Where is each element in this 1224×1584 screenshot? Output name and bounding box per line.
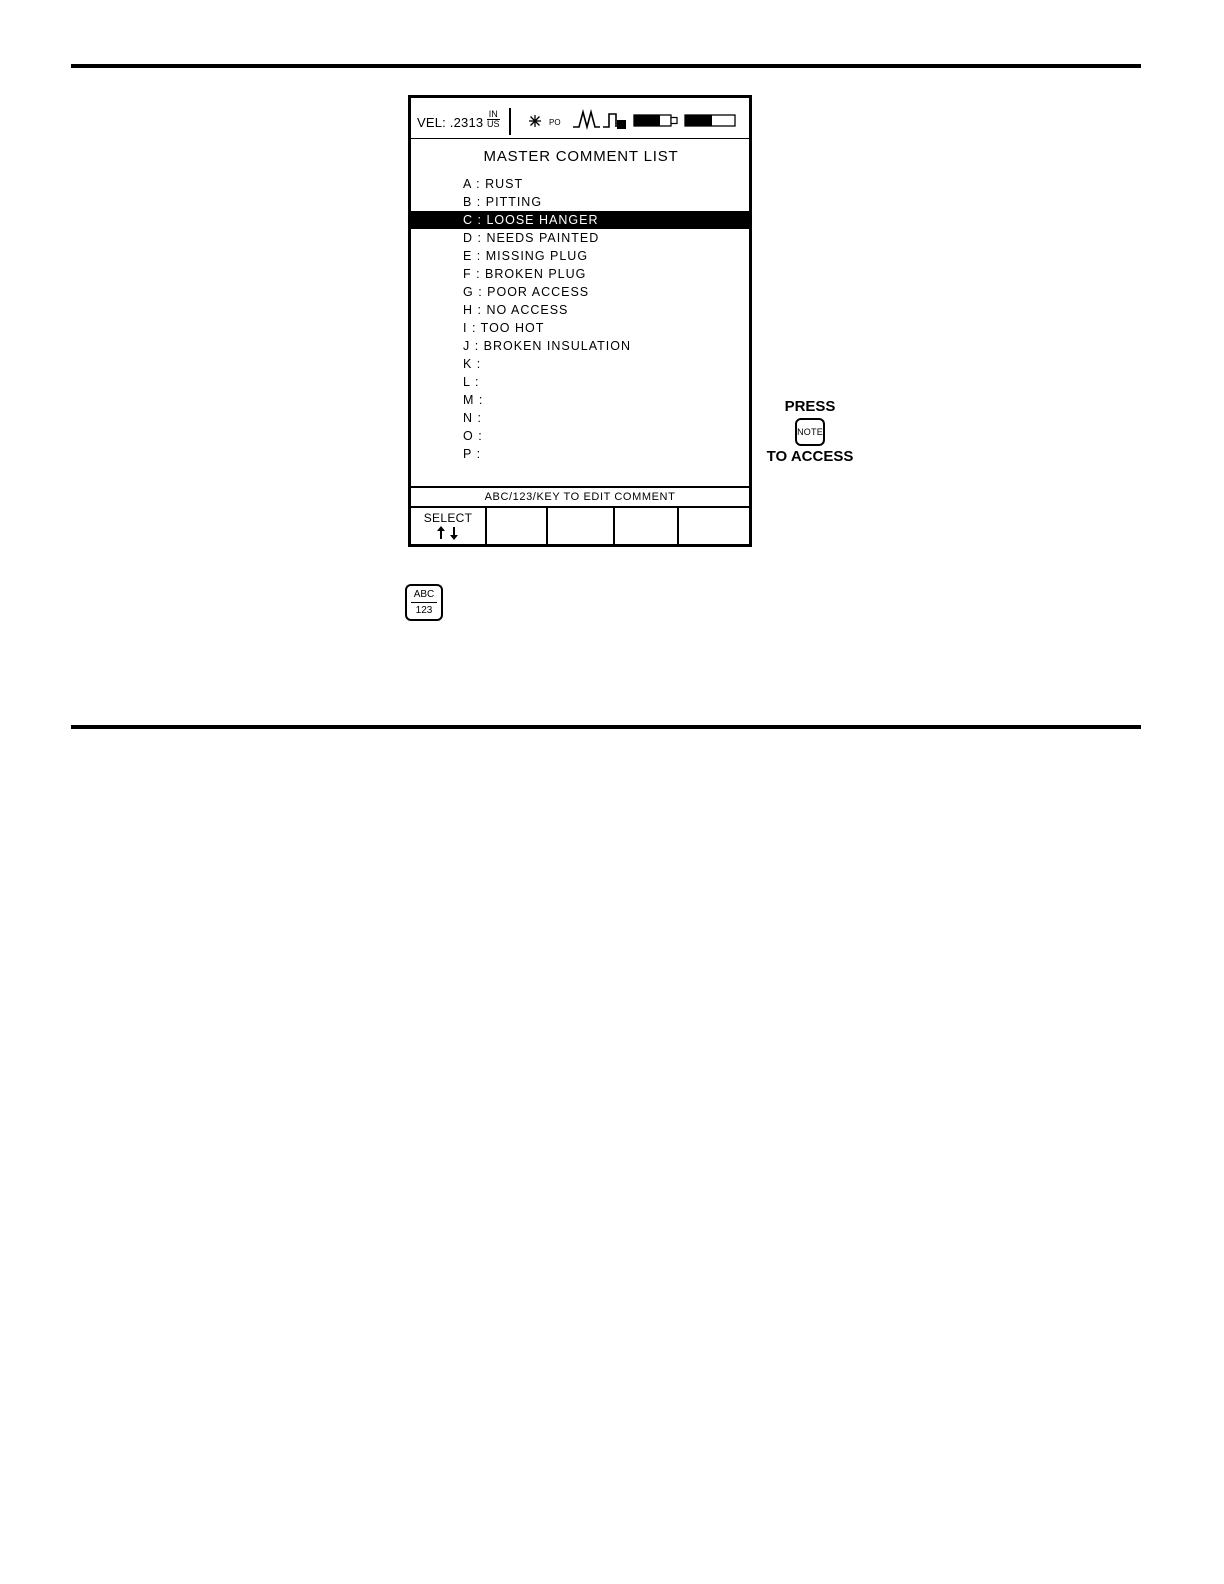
comment-item[interactable]: E : MISSING PLUG [463,249,589,263]
abc-123-key-button[interactable] [405,584,443,621]
waveform-icon [573,112,600,127]
status-icons [523,108,748,134]
comment-item[interactable]: I : TOO HOT [463,321,545,335]
softkey-3[interactable] [548,506,615,544]
comment-item[interactable]: L : [463,375,480,389]
po-label: PO [549,118,561,127]
comment-item[interactable]: H : NO ACCESS [463,303,569,317]
softkey-2[interactable] [487,506,548,544]
softkey-select-label: SELECT [423,511,473,525]
comment-item[interactable]: M : [463,393,484,407]
abc-key-bottom-label: 123 [415,605,433,616]
velocity-units [487,110,500,129]
comment-item[interactable]: B : PITTING [463,195,543,209]
status-divider [509,108,511,135]
velocity-unit-bottom: US [487,119,500,129]
hint-bar: ABC/123/KEY TO EDIT COMMENT [411,486,749,508]
comment-item[interactable]: O : [463,429,483,443]
softkey-4[interactable] [615,506,679,544]
comment-item[interactable]: P : [463,447,482,461]
softkey-select[interactable] [411,506,487,544]
device-screen [408,95,752,547]
bottom-rule [71,725,1141,729]
softkey-row [411,506,749,544]
comment-item[interactable]: C : LOOSE HANGER [411,211,749,229]
callout-press-text: PRESS [784,398,836,415]
signal-level-icon [685,115,735,126]
comment-item[interactable]: G : POOR ACCESS [463,285,590,299]
velocity-readout: VEL: .2313 [417,115,484,130]
abc-key-top-label: ABC [411,586,437,603]
up-down-arrows-icon [435,526,461,540]
comment-item[interactable]: K : [463,357,482,371]
softkey-5[interactable] [679,506,749,544]
screen-title: MASTER COMMENT LIST [483,148,679,165]
velocity-unit-top: IN [488,109,498,119]
asterisk-icon [529,115,541,127]
step-signal-icon [603,114,616,127]
note-key-button[interactable]: NOTE [795,418,825,446]
comment-item[interactable]: J : BROKEN INSULATION [463,339,632,353]
comment-item[interactable]: F : BROKEN PLUG [463,267,587,281]
comment-item[interactable]: D : NEEDS PAINTED [463,231,600,245]
comment-item[interactable]: A : RUST [463,177,524,191]
comment-item[interactable]: N : [463,411,482,425]
top-rule [71,64,1141,68]
battery-icon [634,115,677,126]
callout-access-text: TO ACCESS [766,448,854,465]
step-block-icon [617,120,626,129]
note-callout [760,398,860,465]
comment-list [411,175,749,463]
status-bar [411,98,749,139]
